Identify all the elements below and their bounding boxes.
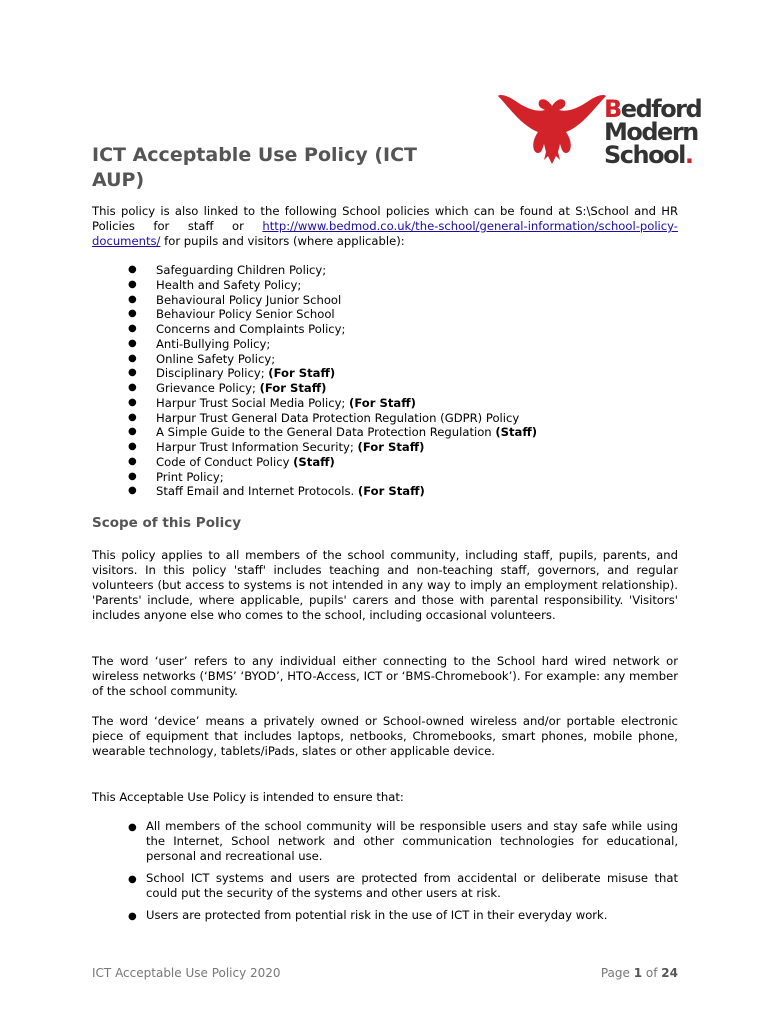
bullet-icon: ●: [128, 822, 137, 833]
policy-name: Print Policy;: [156, 469, 224, 484]
bullet-icon: ●: [128, 911, 137, 922]
logo-line-1: Bedford: [604, 95, 702, 123]
list-item: [92, 871, 678, 901]
policy-name: Harpur Trust General Data Protection Regulation (GDPR) Policy: [156, 410, 520, 425]
policy-audience: (For Staff): [268, 366, 336, 381]
bullet-icon: ●: [128, 396, 137, 408]
policy-name: Grievance Policy;: [156, 381, 260, 395]
policy-name: Harpur Trust Social Media Policy;: [156, 395, 350, 410]
school-logo: [498, 92, 714, 172]
policy-name: Online Safety Policy;: [156, 351, 276, 366]
policy-name: A Simple Guide to the General Data Protection Regulation: [156, 425, 496, 440]
bullet-icon: ●: [128, 411, 137, 423]
bullet-icon: ●: [128, 470, 137, 482]
footer-document-title: ICT Acceptable Use Policy 2020: [92, 966, 281, 980]
policy-name: Safeguarding Children Policy;: [156, 263, 327, 277]
list-item: [92, 263, 678, 278]
page-word: Page: [600, 966, 630, 980]
policy-name: Staff Email and Internet Protocols.: [156, 484, 358, 499]
scope-paragraph-1: This policy applies to all members of the school community, including staff, pupils, parents, and visitors. In this policy 'staff' includes teaching and non-teaching staff, governors, and regular volunteers (but access to systems is not intended in any way to imply an employment relationship). 'Parents' include, where applicable, pupils' carers and those with parental responsibility. 'Visitors' includes anyone else who comes to the school, including occasional volunteers.: [92, 548, 678, 622]
bullet-icon: ●: [128, 367, 137, 379]
scope-paragraph-4: This Acceptable Use Policy is intended to ensure that:: [92, 790, 404, 804]
policy-name: Disciplinary Policy;: [156, 366, 269, 381]
policy-name: Code of Conduct Policy: [156, 454, 294, 469]
bullet-icon: ●: [128, 278, 137, 290]
bullet-icon: ●: [128, 441, 137, 452]
bullet-icon: ●: [128, 382, 137, 393]
policy-audience: (For Staff): [349, 395, 416, 410]
aim-text: School ICT systems and users are protected from accidental or deliberate misuse that could put the security of the systems and other users at risk.: [146, 871, 678, 900]
list-item: [92, 293, 678, 308]
list-item: [92, 908, 678, 923]
bullet-icon: ●: [128, 308, 137, 320]
current-page: 1: [633, 966, 643, 980]
aup-aims-list: [92, 819, 678, 930]
bullet-icon: ●: [128, 293, 137, 305]
of-word: of: [645, 966, 658, 980]
page-number: [601, 966, 678, 980]
linked-policies-list: [92, 263, 678, 499]
bullet-icon: ●: [128, 874, 137, 885]
policy-documents-link[interactable]: http://www.bedmod.co.uk/the-school/general-information/school-policy-documents/: [92, 219, 678, 248]
bullet-icon: ●: [128, 455, 137, 467]
eagle-icon: [498, 95, 606, 164]
list-item: [92, 307, 678, 322]
list-item: [92, 366, 678, 381]
intro-paragraph: [92, 204, 678, 249]
policy-name: Behavioural Policy Junior School: [156, 292, 342, 307]
list-item: [92, 819, 678, 864]
logo-line-3: School.: [604, 141, 693, 169]
policy-name: Concerns and Complaints Policy;: [156, 322, 346, 336]
policy-name: Anti-Bullying Policy;: [156, 336, 271, 351]
list-item: [92, 455, 678, 470]
aim-text: Users are protected from potential risk in the use of ICT in their everyday work.: [146, 908, 608, 922]
list-item: [92, 425, 678, 440]
page-title: ICT Acceptable Use Policy (ICT AUP): [92, 144, 417, 191]
policy-name: Health and Safety Policy;: [156, 277, 302, 292]
policy-name: Harpur Trust Information Security;: [156, 440, 358, 454]
intro-text-end: for pupils and visitors (where applicable):: [160, 234, 405, 248]
aim-text: All members of the school community will be responsible users and stay safe while using the Internet, School network and other communication technologies for educational, personal and recreational use.: [146, 819, 678, 863]
policy-audience: (For Staff): [357, 484, 425, 499]
policy-audience: (For Staff): [357, 440, 425, 454]
policy-audience: (For Staff): [259, 381, 327, 395]
policy-name: Behaviour Policy Senior School: [156, 307, 335, 322]
bullet-icon: ●: [128, 352, 137, 364]
list-item: [92, 470, 678, 485]
list-item: [92, 396, 678, 411]
logo-line-2: Modern: [604, 118, 698, 146]
policy-audience: (Staff): [293, 454, 335, 469]
list-item: [92, 337, 678, 352]
list-item: [92, 381, 678, 396]
list-item: [92, 322, 678, 337]
bullet-icon: ●: [128, 485, 137, 497]
section-heading: Scope of this Policy: [92, 515, 242, 531]
scope-paragraph-2: The word ‘user’ refers to any individual either connecting to the School hard wired network or wireless networks (‘BMS’ ‘BYOD’, HTO-Access, ICT or ‘BMS-Chromebook’). For example: any member of the school community.: [92, 654, 678, 698]
list-item: [92, 352, 678, 367]
bullet-icon: ●: [128, 323, 137, 334]
scope-paragraph-3: The word ‘device’ means a privately owned or School-owned wireless and/or portable electronic piece of equipment that includes laptops, netbooks, Chromebooks, smart phones, mobile phone, wearable technology, tablets/iPads, slates or other applicable device.: [92, 714, 678, 758]
bullet-icon: ●: [128, 264, 137, 275]
total-pages: 24: [661, 966, 678, 980]
list-item: [92, 411, 678, 426]
policy-audience: (Staff): [495, 425, 538, 440]
list-item: [92, 484, 678, 499]
list-item: [92, 440, 678, 455]
bullet-icon: ●: [128, 426, 137, 438]
intro-text: This policy is also linked to the following School policies which can be found at S:\School and HR Policies for staff or: [92, 204, 678, 233]
list-item: [92, 278, 678, 293]
bullet-icon: ●: [128, 337, 137, 349]
